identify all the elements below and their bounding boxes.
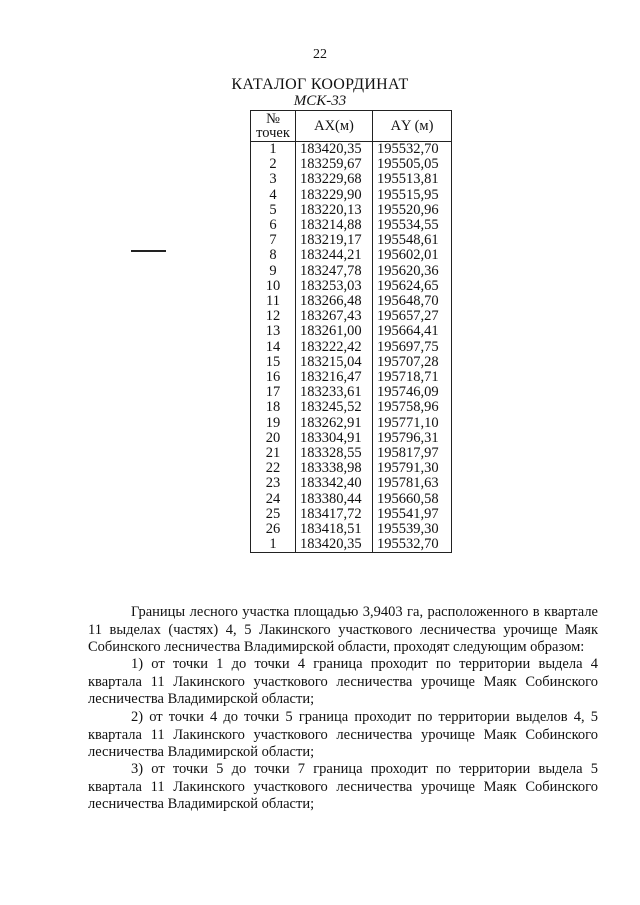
table-cell-ax: 183219,17 [296, 233, 373, 248]
table-cell-num: 18 [251, 400, 296, 415]
table-cell-ay: 195718,71 [373, 370, 452, 385]
table-cell-num: 10 [251, 279, 296, 294]
table-row [251, 188, 452, 203]
table-cell-ax: 183304,91 [296, 431, 373, 446]
table-cell-num: 23 [251, 476, 296, 491]
table-cell-ay: 195746,09 [373, 385, 452, 400]
catalog-title: КАТАЛОГ КООРДИНАТ [231, 76, 409, 93]
table-row [251, 233, 452, 248]
table-cell-ax: 183247,78 [296, 264, 373, 279]
table-cell-num: 4 [251, 188, 296, 203]
table-cell-ay: 195660,58 [373, 492, 452, 507]
table-row [251, 324, 452, 339]
table-cell-num: 21 [251, 446, 296, 461]
table-row [251, 294, 452, 309]
table-cell-num: 20 [251, 431, 296, 446]
table-cell-ay: 195520,96 [373, 203, 452, 218]
table-cell-num: 19 [251, 416, 296, 431]
table-cell-ay: 195657,27 [373, 309, 452, 324]
boundary-item-3: 3) от точки 5 до точки 7 граница проходит по территории выдела 5 квартала 11 Лакинского участкового лесничества урочище Маяк Собинского лесничества Владимирской области; [88, 761, 598, 812]
table-cell-ay: 195664,41 [373, 324, 452, 339]
table-body [251, 142, 452, 553]
table-cell-num: 16 [251, 370, 296, 385]
table-cell-num: 2 [251, 157, 296, 172]
table-cell-ax: 183328,55 [296, 446, 373, 461]
table-row [251, 157, 452, 172]
table-cell-ax: 183338,98 [296, 461, 373, 476]
table-cell-ax: 183233,61 [296, 385, 373, 400]
table-cell-ax: 183222,42 [296, 340, 373, 355]
boundary-item-2: 2) от точки 4 до точки 5 граница проходит по территории выделов 4, 5 квартала 11 Лакинского участкового лесничества урочище Маяк Собинского лесничества Владимирской области; [88, 709, 598, 760]
table-cell-num: 11 [251, 294, 296, 309]
catalog-subtitle: МСК-33 [293, 93, 347, 109]
page-number: 22 [313, 47, 327, 62]
dash-mark [131, 250, 166, 252]
table-cell-num: 8 [251, 248, 296, 263]
table-row [251, 385, 452, 400]
table-cell-ay: 195781,63 [373, 476, 452, 491]
table-cell-ax: 183229,68 [296, 172, 373, 187]
table-cell-ay: 195534,55 [373, 218, 452, 233]
table-cell-num: 3 [251, 172, 296, 187]
table-cell-ax: 183244,21 [296, 248, 373, 263]
table-row [251, 142, 452, 158]
table-cell-ax: 183420,35 [296, 142, 373, 158]
table-cell-ay: 195532,70 [373, 142, 452, 158]
table-cell-num: 12 [251, 309, 296, 324]
table-cell-ax: 183220,13 [296, 203, 373, 218]
table-cell-ax: 183262,91 [296, 416, 373, 431]
table-cell-ay: 195707,28 [373, 355, 452, 370]
table-row [251, 507, 452, 522]
table-cell-ay: 195532,70 [373, 537, 452, 553]
table-row [251, 446, 452, 461]
table-row [251, 248, 452, 263]
table-cell-ax: 183229,90 [296, 188, 373, 203]
table-row [251, 218, 452, 233]
table-cell-num: 15 [251, 355, 296, 370]
table-row [251, 279, 452, 294]
table-cell-num: 13 [251, 324, 296, 339]
table-header-row [251, 111, 452, 142]
table-cell-ay: 195539,30 [373, 522, 452, 537]
table-cell-ay: 195796,31 [373, 431, 452, 446]
header-point-number: № точек [251, 111, 296, 142]
table-cell-ax: 183245,52 [296, 400, 373, 415]
table-cell-num: 1 [251, 537, 296, 553]
table-cell-num: 5 [251, 203, 296, 218]
table-cell-num: 7 [251, 233, 296, 248]
table-cell-ay: 195515,95 [373, 188, 452, 203]
table-cell-num: 24 [251, 492, 296, 507]
table-cell-ay: 195791,30 [373, 461, 452, 476]
table-cell-num: 9 [251, 264, 296, 279]
coordinates-table [250, 110, 452, 553]
table-row [251, 476, 452, 491]
table-row [251, 431, 452, 446]
table-row [251, 264, 452, 279]
table-row [251, 370, 452, 385]
table-cell-ax: 183261,00 [296, 324, 373, 339]
table-cell-num: 26 [251, 522, 296, 537]
table-row [251, 172, 452, 187]
table-row [251, 355, 452, 370]
table-cell-ay: 195620,36 [373, 264, 452, 279]
table-cell-ay: 195602,01 [373, 248, 452, 263]
table-row [251, 537, 452, 553]
table-cell-ax: 183267,43 [296, 309, 373, 324]
table-row [251, 416, 452, 431]
header-ay: АY (м) [373, 111, 452, 142]
table-cell-num: 6 [251, 218, 296, 233]
table-cell-ay: 195648,70 [373, 294, 452, 309]
table-cell-num: 1 [251, 142, 296, 158]
table-cell-num: 25 [251, 507, 296, 522]
table-cell-ax: 183342,40 [296, 476, 373, 491]
table-cell-ax: 183215,04 [296, 355, 373, 370]
table-cell-ax: 183214,88 [296, 218, 373, 233]
table-row [251, 522, 452, 537]
table-row [251, 309, 452, 324]
table-cell-ax: 183380,44 [296, 492, 373, 507]
table-cell-ay: 195541,97 [373, 507, 452, 522]
table-cell-ay: 195697,75 [373, 340, 452, 355]
table-cell-ax: 183417,72 [296, 507, 373, 522]
table-cell-num: 17 [251, 385, 296, 400]
table-row [251, 461, 452, 476]
table-cell-ax: 183259,67 [296, 157, 373, 172]
table-cell-ay: 195548,61 [373, 233, 452, 248]
table-cell-ax: 183418,51 [296, 522, 373, 537]
table-cell-num: 22 [251, 461, 296, 476]
table-cell-num: 14 [251, 340, 296, 355]
intro-paragraph: Границы лесного участка площадью 3,9403 га, расположенного в квартале 11 выделах (частях) 4, 5 Лакинского участкового лесничества урочище Маяк Собинского лесничества Владимирской области, проходят следующим образом: [88, 604, 598, 655]
table-cell-ax: 183420,35 [296, 537, 373, 553]
table-row [251, 340, 452, 355]
table-cell-ax: 183216,47 [296, 370, 373, 385]
table-row [251, 492, 452, 507]
table-cell-ay: 195513,81 [373, 172, 452, 187]
table-cell-ay: 195624,65 [373, 279, 452, 294]
table-cell-ay: 195758,96 [373, 400, 452, 415]
table-row [251, 203, 452, 218]
table-cell-ay: 195771,10 [373, 416, 452, 431]
table-cell-ay: 195817,97 [373, 446, 452, 461]
table-cell-ay: 195505,05 [373, 157, 452, 172]
table-row [251, 400, 452, 415]
table-cell-ax: 183253,03 [296, 279, 373, 294]
table-cell-ax: 183266,48 [296, 294, 373, 309]
boundary-item-1: 1) от точки 1 до точки 4 граница проходит по территории выдела 4 квартала 11 Лакинского участкового лесничества урочище Маяк Собинского лесничества Владимирской области; [88, 656, 598, 707]
header-ax: АХ(м) [296, 111, 373, 142]
